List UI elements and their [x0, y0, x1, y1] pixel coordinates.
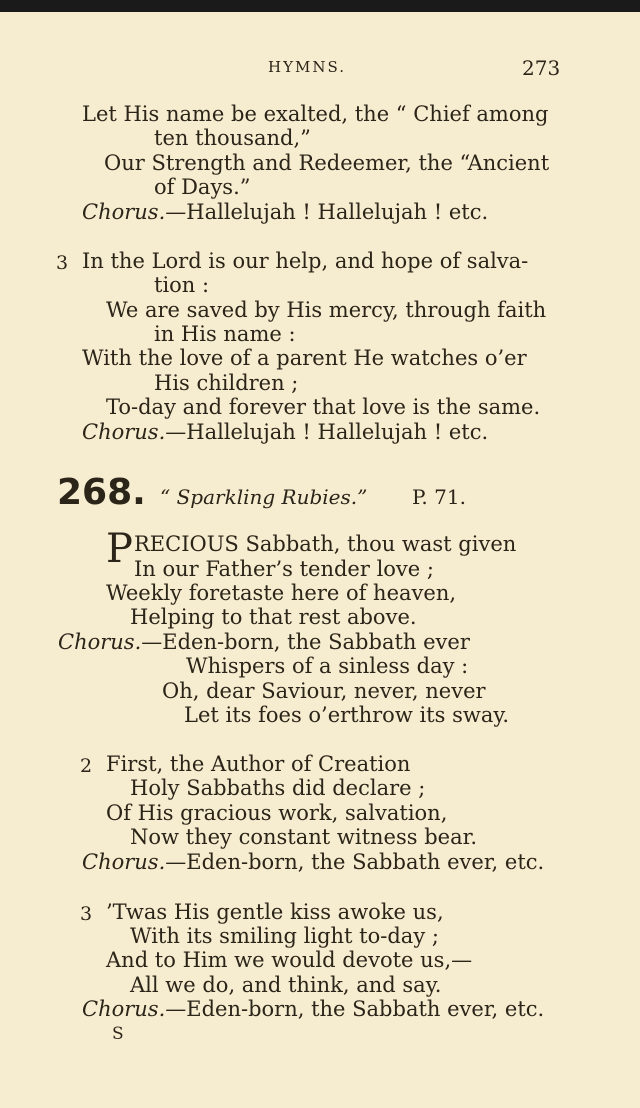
verse-number: 2 — [80, 755, 93, 777]
verse-line: First, the Author of Creation — [106, 752, 411, 776]
top-edge-bar — [0, 0, 640, 12]
chorus-line: Let its foes o’erthrow its sway. — [184, 703, 510, 727]
verse-line: Our Strength and Redeemer, the “Ancient — [104, 151, 550, 175]
chorus-line: Oh, dear Saviour, never, never — [162, 679, 486, 703]
chorus-line — [82, 997, 544, 1021]
verse-line: in His name : — [154, 322, 296, 346]
chorus-label: Chorus. — [82, 850, 166, 874]
verse-line: RECIOUS Sabbath, thou wast given — [134, 532, 517, 556]
verse-line: We are saved by His mercy, through faith — [106, 298, 547, 322]
verse-line: In our Father’s tender love ; — [134, 557, 434, 581]
chorus-line — [82, 200, 488, 224]
verse-line: All we do, and think, and say. — [130, 973, 442, 997]
chorus-text: —Eden-born, the Sabbath ever, etc. — [165, 850, 545, 874]
chorus-line: Whispers of a sinless day : — [186, 654, 469, 678]
verse-line: Of His gracious work, salvation, — [106, 801, 448, 825]
chorus-text: —Eden-born, the Sabbath ever, etc. — [165, 997, 545, 1021]
signature-mark: S — [112, 1024, 124, 1044]
drop-cap: P — [106, 526, 133, 572]
tune-title: “ Sparkling Rubies.” — [160, 485, 368, 509]
verse-line: With its smiling light to-day ; — [130, 924, 439, 948]
chorus-line — [82, 850, 544, 874]
hymn-number: 268. — [57, 472, 146, 513]
chorus-text: —Hallelujah ! Hallelujah ! etc. — [165, 200, 489, 224]
verse-line: With the love of a parent He watches o’er — [82, 346, 527, 370]
verse-line: To-day and forever that love is the same. — [106, 395, 541, 419]
verse-line: tion : — [154, 273, 210, 297]
chorus-label: Chorus. — [58, 630, 142, 654]
verse-number: 3 — [56, 252, 69, 274]
verse-line: Now they constant witness bear. — [130, 825, 478, 849]
chorus-line — [82, 420, 488, 444]
verse-line: In the Lord is our help, and hope of salva- — [82, 249, 529, 273]
verse-line: And to Him we would devote us,— — [106, 948, 473, 972]
verse-line: His children ; — [154, 371, 299, 395]
running-header: HYMNS. — [268, 58, 346, 76]
verse-line: ’Twas His gentle kiss awoke us, — [106, 900, 444, 924]
chorus-label: Chorus. — [82, 200, 166, 224]
chorus-label: Chorus. — [82, 420, 166, 444]
verse-line: Holy Sabbaths did declare ; — [130, 776, 426, 800]
verse-line: of Days.” — [154, 175, 251, 199]
page-reference: P. 71. — [412, 485, 466, 509]
verse-line: Weekly foretaste here of heaven, — [106, 581, 457, 605]
verse-line: Let His name be exalted, the “ Chief among — [82, 102, 549, 126]
chorus-label: Chorus. — [82, 997, 166, 1021]
verse-line: ten thousand,” — [154, 126, 311, 150]
chorus-text: —Eden-born, the Sabbath ever — [141, 630, 470, 654]
chorus-text: —Hallelujah ! Hallelujah ! etc. — [165, 420, 489, 444]
verse-line: Helping to that rest above. — [130, 605, 417, 629]
chorus-line — [58, 630, 470, 654]
verse-number: 3 — [80, 903, 93, 925]
page-number: 273 — [522, 56, 561, 80]
